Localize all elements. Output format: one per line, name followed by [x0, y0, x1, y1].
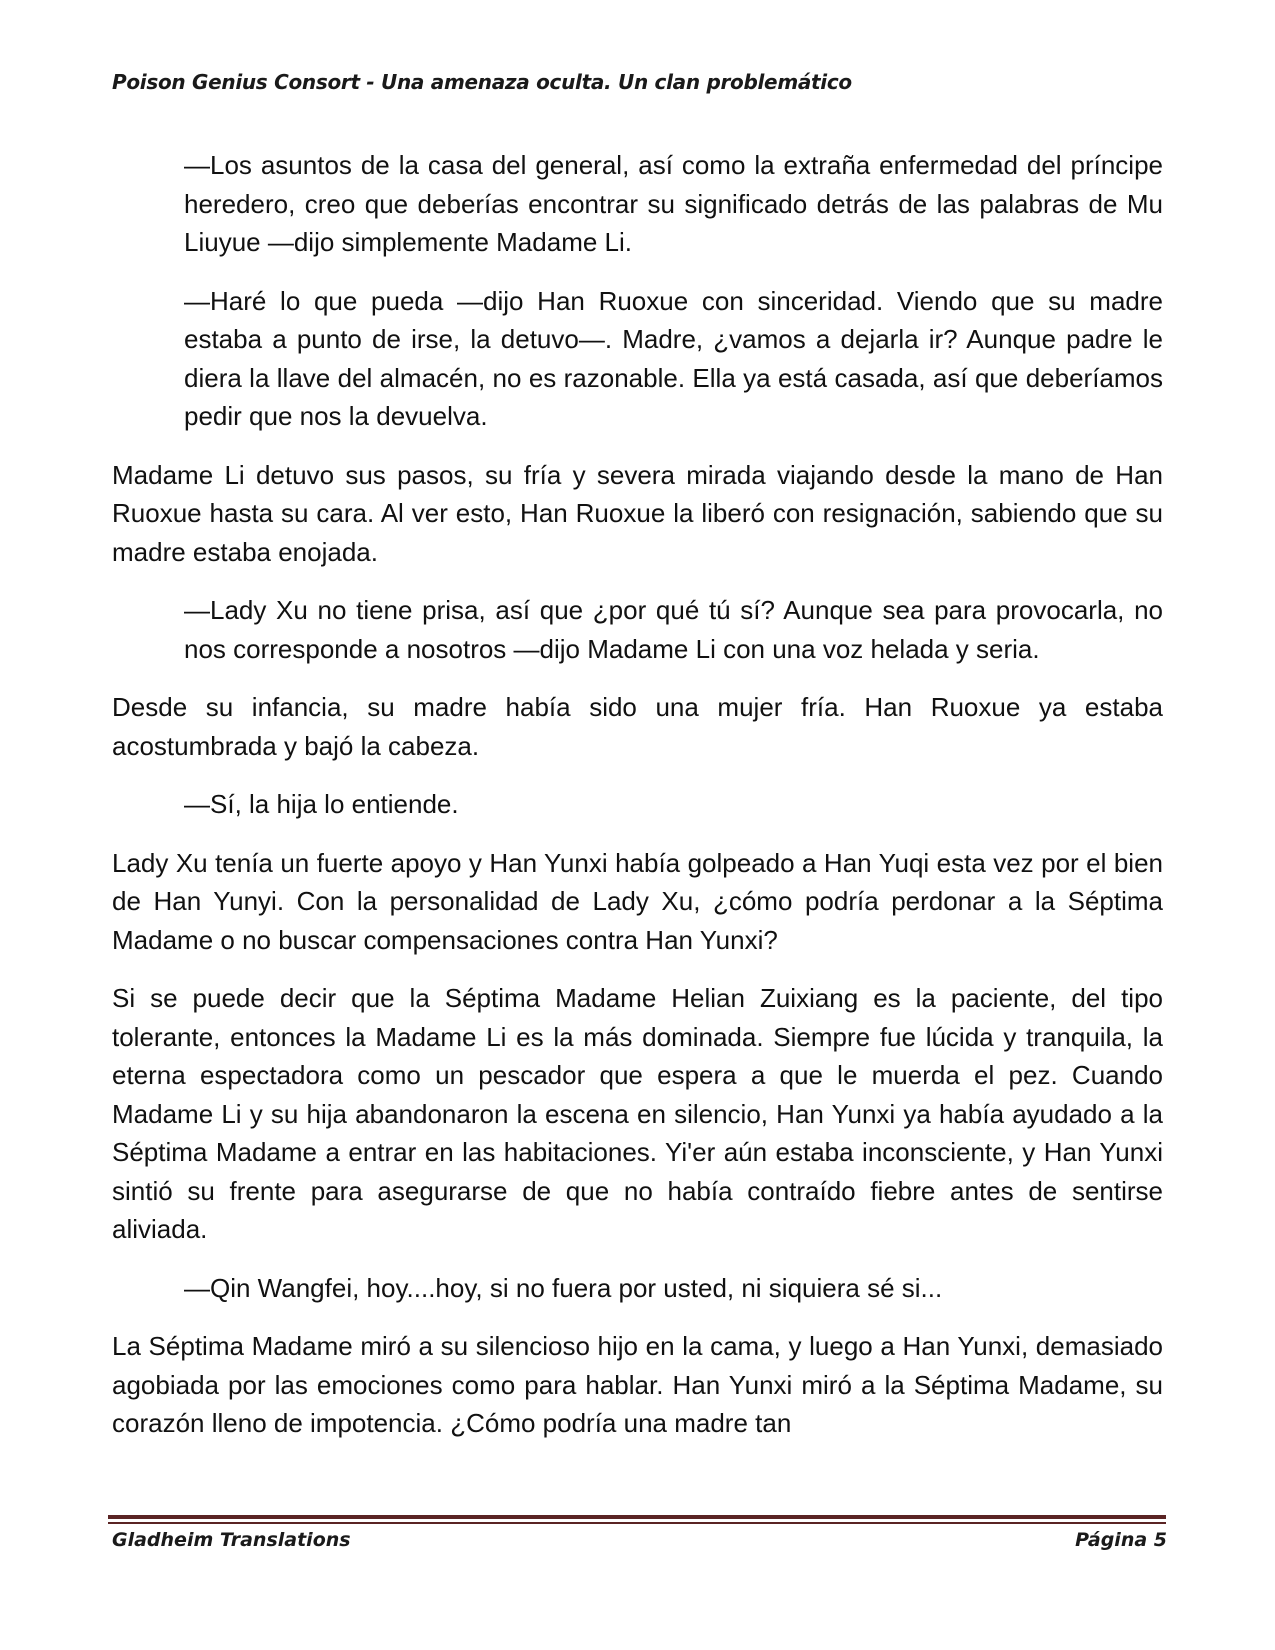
paragraph: —Sí, la hija lo entiende.	[184, 789, 459, 819]
running-header: Poison Genius Consort - Una amenaza oculta. Un clan problemático	[112, 70, 852, 94]
footer-rule-thin	[108, 1522, 1166, 1524]
page-number: Página 5	[1075, 1529, 1167, 1551]
footer-publisher: Gladheim Translations	[112, 1529, 351, 1551]
paragraph: —Los asuntos de la casa del general, así como la extraña enfermedad del príncipe heredero, creo que deberías encontrar su significado detrás de las palabras de Mu Liuyue —dijo simplemente Madame Li.	[184, 150, 1163, 257]
paragraph: Desde su infancia, su madre había sido una mujer fría. Han Ruoxue ya estaba acostumbrada y bajó la cabeza.	[112, 692, 1163, 761]
paragraph: Madame Li detuvo sus pasos, su fría y severa mirada viajando desde la mano de Han Ruoxue hasta su cara. Al ver esto, Han Ruoxue la liberó con resignación, sabiendo que su madre estaba enojada.	[112, 459, 1163, 567]
paragraph: La Séptima Madame miró a su silencioso hijo en la cama, y luego a Han Yunxi, demasiado agobiada por las emociones como para hablar. Han Yunxi miró a la Séptima Madame, su corazón lleno de impotencia. ¿Cómo podría una madre tan	[112, 1331, 1163, 1438]
paragraph: Si se puede decir que la Séptima Madame Helian Zuixiang es la paciente, del tipo tolerante, entonces la Madame Li es la más dominada. Siempre fue lúcida y tranquila, la eterna espectadora como un pescador que espera a que le muerda el pez. Cuando Madame Li y su hija abandonaron la escena en silencio, Han Yunxi ya había ayudado a la Séptima Madame a entrar en las habitaciones. Yi'er aún estaba inconsciente, y Han Yunxi sintió su frente para asegurarse de que no había contraído fiebre antes de sentirse aliviada.	[112, 983, 1163, 1244]
footer-rule-thick	[108, 1515, 1166, 1519]
page-body	[112, 146, 1163, 1463]
paragraph: —Qin Wangfei, hoy....hoy, si no fuera por usted, ni siquiera sé si...	[184, 1272, 943, 1303]
paragraph: Lady Xu tenía un fuerte apoyo y Han Yunxi había golpeado a Han Yuqi esta vez por el bien de Han Yunyi. Con la personalidad de Lady Xu, ¿cómo podría perdonar a la Séptima Madame o no buscar compensaciones contra Han Yunxi?	[112, 847, 1163, 955]
paragraph: —Lady Xu no tiene prisa, así que ¿por qué tú sí? Aunque sea para provocarla, no nos corresponde a nosotros —dijo Madame Li con una voz helada y seria.	[184, 595, 1163, 664]
paragraph: —Haré lo que pueda —dijo Han Ruoxue con sinceridad. Viendo que su madre estaba a punto de irse, la detuvo—. Madre, ¿vamos a dejarla ir? Aunque padre le diera la llave del almacén, no es razonable. Ella ya está casada, así que deberíamos pedir que nos la devuelva.	[184, 285, 1163, 431]
